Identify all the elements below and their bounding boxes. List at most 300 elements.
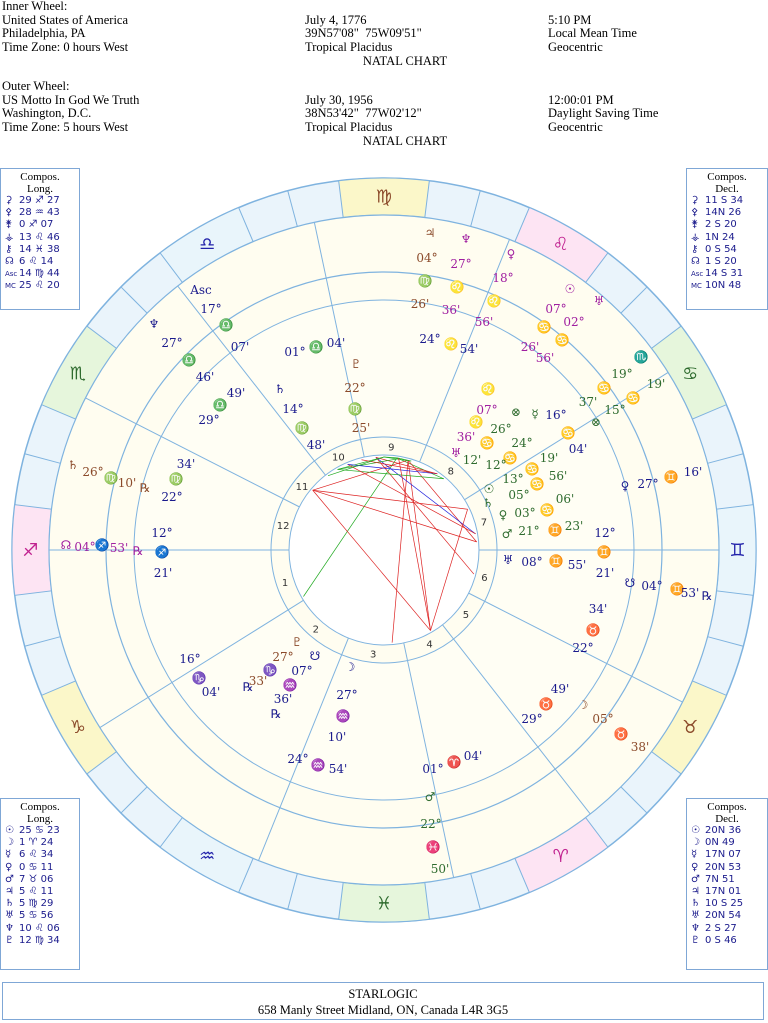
- box-row: [5, 232, 75, 244]
- box-row: [691, 935, 763, 947]
- planet-glyph: ⚴: [691, 207, 699, 219]
- placement-label: 27°: [450, 257, 472, 271]
- placement-label: ♋: [479, 436, 495, 450]
- placement-label: 18°: [492, 271, 514, 285]
- placement-label: ♇: [291, 635, 303, 649]
- placement-label: 19': [539, 451, 559, 465]
- placement-label: ♄: [482, 496, 494, 510]
- placement-label: ♐: [154, 545, 170, 559]
- planet-glyph: ☽: [5, 837, 14, 849]
- box-row-value: 10N 48: [705, 280, 742, 292]
- placement-label: 50': [430, 862, 450, 876]
- box-row-value: 25 ♋ 23: [19, 825, 60, 836]
- box-title: Compos.: [707, 801, 747, 813]
- placement-label: ♉: [613, 727, 629, 741]
- planet-glyph: ⚴: [5, 207, 13, 219]
- inner-time: 5:10 PM: [548, 12, 592, 27]
- placement-label: ♃: [424, 226, 436, 240]
- placement-label: 05°: [508, 488, 530, 502]
- zodiac-sign-glyph: ♉: [682, 716, 699, 738]
- placement-label: 27°: [637, 477, 659, 491]
- box-row-value: 14 ♍ 44: [19, 268, 60, 280]
- placement-label: 16': [683, 465, 703, 479]
- box-row: [691, 874, 763, 886]
- placement-label: 56': [474, 315, 494, 329]
- inner-time-type: Local Mean Time: [548, 26, 637, 40]
- box-row: [5, 825, 75, 837]
- placement-label: ⊗: [510, 405, 522, 419]
- placement-label: ♊: [547, 523, 563, 537]
- box-row: [5, 862, 75, 874]
- placement-label: ♌: [449, 280, 465, 294]
- placement-label: 34': [588, 602, 608, 616]
- placement-label: ♑: [262, 663, 278, 677]
- planet-glyph: ♃: [5, 886, 14, 898]
- box-row-value: 1 ♈ 24: [19, 837, 54, 849]
- box-row-value: 5 ♋ 56: [19, 910, 54, 922]
- box-rows: [691, 195, 763, 293]
- placement-label: 05°: [592, 712, 614, 726]
- box-row: [5, 935, 75, 947]
- placement-label: 27°: [161, 336, 183, 350]
- placement-label: ♋: [529, 477, 545, 491]
- box-row: [5, 256, 75, 268]
- zodiac-sign-glyph: ♎: [199, 233, 216, 255]
- outer-time: 12:00:01 PM: [548, 92, 614, 107]
- placement-label: 22°: [420, 817, 442, 831]
- box-row: [5, 910, 75, 922]
- placement-label: ♊: [663, 470, 679, 484]
- planet-glyph: ☊: [5, 256, 14, 268]
- box-row: [5, 886, 75, 898]
- box-row-value: 1N 24: [705, 231, 735, 243]
- inner-chart-type: NATAL CHART: [362, 54, 448, 68]
- box-row-value: 20N 36: [705, 825, 742, 836]
- placement-label: 21': [595, 566, 615, 580]
- outer-title: Outer Wheel:: [2, 79, 70, 93]
- placement-label: ♆: [460, 232, 472, 246]
- planet-glyph: ⚷: [5, 243, 13, 255]
- placement-label: ♌: [468, 415, 484, 429]
- box-rows: [5, 825, 75, 947]
- outer-timezone: Time Zone: 5 hours West: [2, 119, 129, 134]
- box-row-value: 6 ♌ 34: [19, 849, 54, 861]
- planet-glyph: ⚶: [5, 231, 14, 243]
- placement-label: 27°: [272, 650, 294, 664]
- inner-place: Philadelphia, PA: [2, 26, 86, 40]
- planet-glyph: ♇: [691, 934, 700, 946]
- placement-label: 04': [568, 442, 588, 456]
- placement-label: 10': [117, 476, 137, 490]
- placement-label: 22°: [344, 381, 366, 395]
- planet-glyph: ♆: [5, 922, 14, 934]
- box-row-value: 6 ♌ 14: [19, 256, 54, 268]
- placement-label: ☋: [309, 649, 321, 663]
- outer-time-type: Daylight Saving Time: [548, 106, 659, 120]
- placement-label: 14°: [282, 402, 304, 416]
- placement-label: 12°: [594, 526, 616, 540]
- placement-label: ℞: [701, 589, 713, 603]
- zodiac-sign-glyph: ♓: [375, 893, 393, 915]
- placement-label: ♋: [625, 391, 641, 405]
- placement-label: ♊: [669, 582, 685, 596]
- placement-label: 19': [646, 377, 666, 391]
- placement-label: ⊗: [590, 415, 602, 429]
- planet-glyph: Asc: [5, 270, 18, 279]
- inner-coords: 39N57'08" 75W09'51": [305, 26, 422, 40]
- placement-label: ♋: [560, 426, 576, 440]
- planet-glyph: ♅: [5, 910, 14, 922]
- box-row: [5, 837, 75, 849]
- placement-label: ♓: [425, 840, 441, 854]
- outer-coords: 38N53'42" 77W02'12": [305, 106, 422, 120]
- box-row: [5, 849, 75, 861]
- placement-label: ♊: [596, 545, 612, 559]
- box-row-value: 5 ♍ 29: [19, 898, 54, 910]
- footer-company: STARLOGIC: [348, 987, 418, 1001]
- box-row-value: 0N 49: [705, 837, 735, 849]
- placement-label: 21°: [518, 524, 540, 538]
- placement-label: 24°: [419, 332, 441, 346]
- placement-label: ☽: [344, 660, 356, 674]
- planet-glyph: ⚳: [5, 195, 13, 206]
- placement-label: 56': [548, 469, 568, 483]
- footer: [2, 982, 764, 1020]
- placement-label: 04': [326, 336, 346, 350]
- placement-label: ♀: [506, 247, 516, 261]
- zodiac-sign-glyph: ♈: [552, 846, 569, 868]
- placement-label: ♎: [181, 353, 197, 367]
- planet-glyph: ☿: [5, 849, 12, 861]
- placement-label: 36': [273, 692, 293, 706]
- aspect-circle: [289, 452, 479, 645]
- box-row: [691, 849, 763, 861]
- box-row-value: 14N 26: [705, 207, 742, 219]
- box-row-value: 2 S 27: [705, 922, 737, 934]
- placement-label: ℞: [242, 680, 254, 694]
- placement-label: 33': [248, 674, 268, 688]
- box-row-value: 7 ♉ 06: [19, 873, 54, 885]
- placement-label: 26°: [490, 422, 512, 436]
- box-row: [5, 244, 75, 256]
- placement-label: ♋: [502, 451, 518, 465]
- planet-glyph: ⚷: [691, 243, 699, 255]
- placement-label: 36': [456, 430, 476, 444]
- placement-label: 54': [459, 342, 479, 356]
- outer-system: Tropical Placidus: [305, 119, 393, 134]
- placement-label: 55': [567, 558, 587, 572]
- placement-label: ♋: [536, 320, 552, 334]
- house-number: 6: [481, 572, 488, 584]
- placement-label: ♋: [524, 462, 540, 476]
- placement-label: 02°: [563, 315, 585, 329]
- placement-label: 46': [195, 370, 215, 384]
- compos-decl-box-top: [686, 168, 768, 310]
- placement-label: ♆: [148, 317, 160, 331]
- box-row: [691, 923, 763, 935]
- placement-label: ♄: [67, 458, 79, 472]
- placement-label: 04°: [641, 579, 663, 593]
- placement-label: ♅: [593, 294, 605, 308]
- zodiac-sign-glyph: ♏: [69, 363, 86, 385]
- placement-label: ♋: [596, 381, 612, 395]
- placement-label: ♒: [335, 709, 351, 723]
- placement-label: ℞: [270, 707, 282, 721]
- planet-glyph: ♄: [5, 898, 14, 910]
- placement-label: ♎: [212, 398, 228, 412]
- placement-label: ♋: [554, 333, 570, 347]
- placement-label: 49': [550, 682, 570, 696]
- box-row: [691, 219, 763, 231]
- house-number: 12: [276, 520, 290, 532]
- house-number: 8: [447, 466, 455, 478]
- planet-glyph: ♃: [691, 886, 700, 898]
- zodiac-sign-glyph: ♒: [199, 846, 216, 868]
- placement-label: ♌: [443, 337, 459, 351]
- box-row-value: 2 S 20: [705, 219, 737, 231]
- planet-glyph: ⚶: [691, 231, 700, 243]
- box-rows: [691, 825, 763, 947]
- planet-glyph: ♆: [691, 922, 700, 934]
- placement-label: 01°: [422, 762, 444, 776]
- placement-label: 26°: [82, 465, 104, 479]
- placement-label: ♒: [310, 758, 326, 772]
- placement-label: 36': [441, 303, 461, 317]
- placement-label: ♒: [282, 678, 298, 692]
- placement-label: ℞: [139, 481, 151, 495]
- placement-label: 22°: [572, 641, 594, 655]
- zodiac-sign-glyph: ♑: [69, 716, 86, 738]
- box-row-value: 13 ♌ 46: [19, 231, 60, 243]
- placement-label: 06': [555, 492, 575, 506]
- placement-label: 12°: [485, 458, 507, 472]
- planet-glyph: ♀: [691, 861, 699, 873]
- house-number: 5: [462, 610, 470, 622]
- planet-glyph: ♂: [691, 873, 700, 885]
- compos-long-box-bottom: [0, 798, 80, 970]
- placement-label: 16°: [545, 408, 567, 422]
- placement-label: 07': [230, 340, 250, 354]
- placement-label: ♄: [274, 382, 286, 396]
- placement-label: 56': [535, 351, 555, 365]
- inner-wheel-header: [0, 0, 768, 58]
- planet-glyph: MC: [5, 282, 16, 291]
- inner-title: Inner Wheel:: [2, 0, 68, 13]
- placement-label: 38': [630, 740, 650, 754]
- box-row-value: 14 S 31: [705, 268, 744, 280]
- inner-name: United States of America: [2, 12, 129, 27]
- inner-date: July 4, 1776: [305, 12, 367, 27]
- house-number: 4: [426, 639, 433, 651]
- placement-label: ♅: [502, 553, 514, 567]
- placement-label: 21': [153, 566, 173, 580]
- placement-label: ☉: [564, 282, 576, 296]
- box-row-value: 25 ♌ 20: [19, 280, 60, 292]
- placement-label: 23': [564, 519, 584, 533]
- house-number: 9: [388, 442, 395, 454]
- box-subtitle: Decl.: [715, 183, 739, 195]
- natal-chart-wheel: [0, 165, 768, 980]
- box-row-value: 0 ♐ 07: [19, 219, 54, 231]
- outer-date: July 30, 1956: [305, 92, 373, 107]
- box-row: [5, 923, 75, 935]
- placement-label: 13°: [502, 472, 524, 486]
- placement-label: 04': [201, 685, 221, 699]
- placement-label: ♏: [633, 350, 649, 364]
- planet-glyph: ☽: [691, 837, 700, 849]
- inner-view: Geocentric: [548, 39, 603, 54]
- placement-label: ♌: [486, 294, 502, 308]
- placement-label: 04°: [416, 251, 438, 265]
- placement-label: 15°: [604, 403, 626, 417]
- planet-glyph: ♅: [691, 910, 700, 922]
- placement-label: 07°: [545, 302, 567, 316]
- zodiac-sign-glyph: ♍: [375, 186, 393, 208]
- placement-label: ♅: [450, 446, 462, 460]
- zodiac-sign-glyph: ♌: [552, 233, 569, 255]
- placement-label: Asc: [190, 283, 212, 297]
- box-row: [691, 268, 763, 280]
- placement-label: 04°: [74, 540, 96, 554]
- placement-label: 04': [463, 749, 483, 763]
- outer-wheel-header: [0, 80, 768, 138]
- box-row: [691, 195, 763, 207]
- placement-label: 16°: [179, 652, 201, 666]
- placement-label: ℞: [132, 544, 144, 558]
- box-row-value: 10 S 25: [705, 898, 744, 910]
- box-row-value: 14 ♓ 38: [19, 243, 60, 255]
- placement-label: ♍: [103, 471, 119, 485]
- box-row-value: 20N 54: [705, 910, 742, 922]
- box-row: [5, 898, 75, 910]
- placement-label: 10': [327, 730, 347, 744]
- planet-glyph: MC: [691, 282, 702, 291]
- placement-label: ♇: [350, 357, 362, 371]
- placement-label: ♀: [498, 508, 508, 522]
- placement-label: 29°: [521, 712, 543, 726]
- placement-label: 19°: [611, 367, 633, 381]
- placement-label: ♂: [424, 790, 436, 804]
- placement-label: 07°: [291, 664, 313, 678]
- box-row-value: 12 ♍ 34: [19, 934, 60, 946]
- placement-label: 24°: [287, 752, 309, 766]
- box-row-value: 28 ♒ 43: [19, 207, 60, 219]
- outer-view: Geocentric: [548, 119, 603, 134]
- placement-label: 25': [351, 421, 371, 435]
- compos-decl-box-bottom: [686, 798, 768, 970]
- placement-label: ♉: [538, 697, 554, 711]
- placement-label: 53': [109, 541, 129, 555]
- box-row: [691, 232, 763, 244]
- placement-label: ♍: [347, 402, 363, 416]
- planet-glyph: ☊: [691, 256, 700, 268]
- planet-glyph: ♇: [5, 934, 14, 946]
- placement-label: ♌: [480, 382, 496, 396]
- box-subtitle: Long.: [27, 183, 53, 195]
- planet-glyph: ⚳: [691, 195, 699, 206]
- placement-label: ♋: [539, 503, 555, 517]
- placement-label: ♎: [308, 340, 324, 354]
- box-row-value: 1 S 20: [705, 256, 737, 268]
- box-row: [691, 207, 763, 219]
- inner-timezone: Time Zone: 0 hours West: [2, 39, 129, 54]
- placement-label: 29°: [198, 413, 220, 427]
- box-row: [691, 837, 763, 849]
- box-row: [691, 280, 763, 292]
- placement-label: 34': [176, 457, 196, 471]
- placement-label: 26': [410, 297, 430, 311]
- box-subtitle: Long.: [27, 813, 53, 825]
- planet-glyph: ⚵: [5, 219, 13, 231]
- box-row-value: 5 ♌ 11: [19, 886, 54, 898]
- outer-place: Washington, D.C.: [2, 106, 92, 120]
- placement-label: ♉: [585, 623, 601, 637]
- footer-address: 658 Manly Street Midland, ON, Canada L4R 3G5: [257, 1003, 509, 1017]
- placement-label: 22°: [161, 490, 183, 504]
- box-row-value: 7N 51: [705, 873, 735, 885]
- box-row: [5, 219, 75, 231]
- box-row-value: 17N 01: [705, 886, 742, 898]
- placement-label: 01°: [284, 345, 306, 359]
- placement-label: ♐: [94, 538, 110, 552]
- box-row-value: 0 S 54: [705, 243, 737, 255]
- placement-label: 49': [226, 386, 246, 400]
- planet-glyph: ☿: [691, 849, 698, 861]
- placement-label: ♊: [548, 554, 564, 568]
- placement-label: ♂: [501, 527, 513, 541]
- box-row: [691, 825, 763, 837]
- outer-chart-type: NATAL CHART: [362, 134, 448, 148]
- compos-long-box-top: [0, 168, 80, 310]
- box-row-value: 11 S 34: [705, 195, 744, 206]
- inner-system: Tropical Placidus: [305, 39, 393, 54]
- placement-label: 54': [328, 762, 348, 776]
- zodiac-sign-glyph: ♋: [682, 363, 699, 385]
- placement-label: ♑: [191, 671, 207, 685]
- zodiac-sign-glyph: ♐: [22, 540, 39, 561]
- box-row: [691, 898, 763, 910]
- box-title: Compos.: [20, 171, 60, 183]
- placement-label: 07°: [476, 403, 498, 417]
- house-number: 7: [480, 517, 488, 529]
- placement-label: 12': [462, 453, 482, 467]
- house-number: 3: [369, 649, 377, 661]
- placement-label: ☉: [483, 482, 495, 496]
- placement-label: 24°: [511, 436, 533, 450]
- box-row-value: 17N 07: [705, 849, 742, 861]
- box-row: [691, 886, 763, 898]
- box-row: [691, 910, 763, 922]
- planet-glyph: ♀: [5, 861, 13, 873]
- placement-label: 17°: [200, 302, 222, 316]
- box-title: Compos.: [20, 801, 60, 813]
- house-number: 1: [281, 578, 289, 590]
- box-row: [5, 268, 75, 280]
- placement-label: ♍: [168, 472, 184, 486]
- placement-label: 08°: [521, 555, 543, 569]
- placement-label: ♈: [446, 755, 462, 769]
- placement-label: ♍: [417, 274, 433, 288]
- outer-name: US Motto In God We Truth: [2, 92, 140, 107]
- box-row: [691, 244, 763, 256]
- house-number: 10: [332, 452, 345, 464]
- planet-glyph: ♄: [691, 898, 700, 910]
- placement-label: ♎: [218, 318, 234, 332]
- placement-label: 26': [520, 340, 540, 354]
- box-row-value: 0 S 46: [705, 934, 737, 946]
- placement-label: 53': [680, 586, 700, 600]
- box-row-value: 20N 53: [705, 861, 742, 873]
